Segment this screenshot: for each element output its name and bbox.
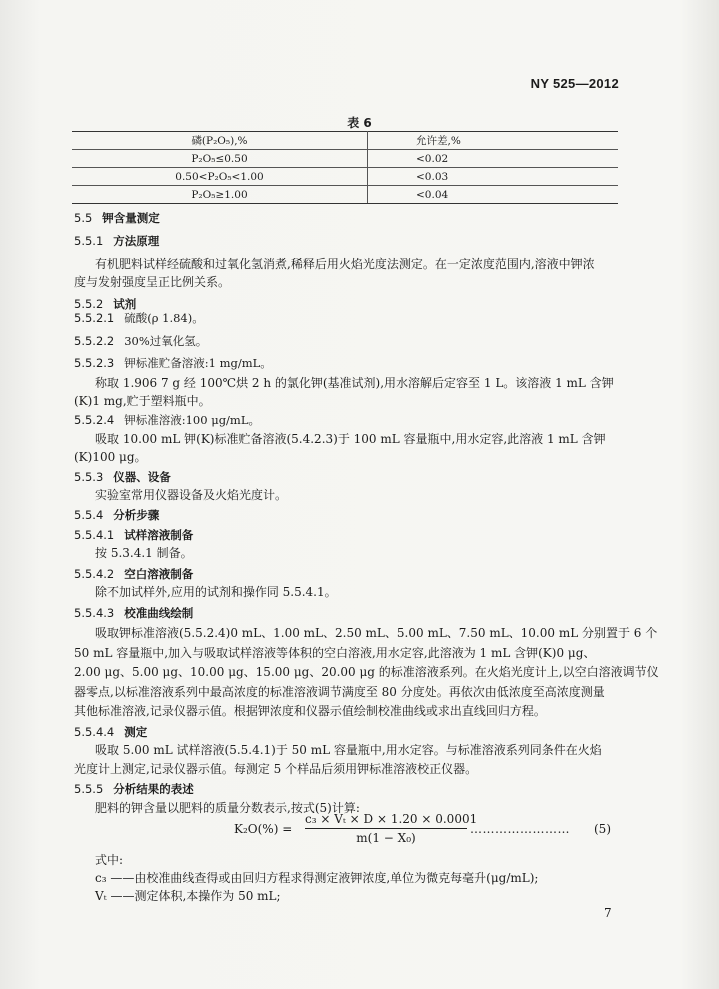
paragraph-line: (K)1 mg,贮于塑料瓶中。 [74, 394, 211, 408]
paragraph-line: 其他标准溶液,记录仪器示值。根据钾浓度和仪器示值绘制校准曲线或求出直线回归方程。 [74, 704, 546, 718]
section-heading: 5.5.2 试剂 [74, 297, 137, 311]
table-row [72, 186, 618, 204]
paragraph-line: 2.00 μg、5.00 μg、10.00 μg、15.00 μg、20.00 μg 的标准溶液系列。在火焰光度计上,以空白溶液调节仪 [74, 665, 659, 679]
section-heading: 5.5.3 仪器、设备 [74, 470, 171, 484]
paragraph-line: 吸取 10.00 mL 钾(K)标准贮备溶液(5.4.2.3)于 100 mL 容量瓶中,用水定容,此溶液 1 mL 含钾 [95, 432, 606, 446]
table-header-row [72, 132, 618, 150]
table-title: 表 6 [347, 116, 372, 130]
equation-number: (5) [594, 822, 611, 836]
table-header-phosphorus: 磷(P₂O₅),% [72, 132, 368, 150]
paragraph-line: 器零点,以标准溶液系列中最高浓度的标准溶液调节满度至 80 分度处。再依次由低浓度至高浓度测量 [74, 685, 605, 699]
where-label: 式中: [95, 853, 124, 867]
section-heading: 5.5.4 分析步骤 [74, 508, 160, 522]
table-cell-range: P₂O₅≤0.50 [72, 150, 368, 168]
paragraph-line: 有机肥料试样经硫酸和过氧化氢消煮,稀释后用火焰光度法测定。在一定浓度范围内,溶液中钾浓 [95, 257, 595, 271]
formula-fraction [305, 812, 478, 845]
paragraph-line: 除不加试样外,应用的试剂和操作同 5.5.4.1。 [95, 585, 337, 599]
paragraph-line: 吸取钾标准溶液(5.5.2.4)0 mL、1.00 mL、2.50 mL、5.00 mL、7.50 mL、10.00 mL 分别置于 6 个 [95, 626, 658, 640]
definition-line: Vₜ ——测定体积,本操作为 50 mL; [95, 889, 281, 903]
paragraph-line: 称取 1.906 7 g 经 100℃烘 2 h 的氯化钾(基准试剂),用水溶解后定容至 1 L。该溶液 1 mL 含钾 [95, 376, 614, 390]
table-cell-tolerance: <0.02 [368, 150, 619, 168]
paragraph-line: 肥料的钾含量以肥料的质量分数表示,按式(5)计算: [95, 801, 360, 815]
paragraph-line: 光度计上测定,记录仪器示值。每测定 5 个样品后须用钾标准溶液校正仪器。 [74, 762, 478, 776]
table-cell-tolerance: <0.04 [368, 186, 619, 204]
section-heading: 5.5 钾含量测定 [74, 211, 160, 225]
section-heading: 5.5.4.1 试样溶液制备 [74, 528, 194, 542]
paragraph-line: 实验室常用仪器设备及火焰光度计。 [95, 488, 288, 502]
definition-line: c₃ ——由校准曲线查得或由回归方程求得测定液钾浓度,单位为微克每毫升(μg/mL); [95, 871, 539, 885]
reagent-item: 5.5.2.2 30%过氧化氢。 [74, 334, 208, 348]
reagent-item: 5.5.2.4 钾标准溶液:100 μg/mL。 [74, 413, 260, 427]
paragraph-line: (K)100 μg。 [74, 450, 147, 464]
section-heading: 5.5.4.2 空白溶液制备 [74, 567, 194, 581]
standard-code: NY 525—2012 [530, 76, 619, 91]
section-heading: 5.5.4.3 校准曲线绘制 [74, 606, 194, 620]
table-row [72, 168, 618, 186]
section-heading: 5.5.1 方法原理 [74, 234, 160, 248]
paragraph-line: 度与发射强度呈正比例关系。 [74, 275, 231, 289]
table-cell-range: 0.50<P₂O₅<1.00 [72, 168, 368, 186]
section-heading: 5.5.4.4 测定 [74, 725, 148, 739]
table-cell-range: P₂O₅≥1.00 [72, 186, 368, 204]
table-6 [72, 131, 618, 204]
table-cell-tolerance: <0.03 [368, 168, 619, 186]
formula-denominator: m(1 − X₀) [356, 831, 416, 845]
formula-numerator: c₃ × Vₜ × D × 1.20 × 0.0001 [305, 812, 467, 829]
formula-5 [0, 810, 719, 850]
reagent-item: 5.5.2.3 钾标准贮备溶液:1 mg/mL。 [74, 356, 272, 370]
paragraph-line: 50 mL 容量瓶中,加入与吸取试样溶液等体积的空白溶液,用水定容,此溶液为 1 mL 含钾(K)0 μg、 [74, 646, 596, 660]
table-row [72, 150, 618, 168]
formula-leader: …………………… [470, 822, 570, 836]
formula-lhs: K₂O(%) = [234, 822, 293, 836]
section-heading: 5.5.5 分析结果的表述 [74, 782, 194, 796]
table-header-tolerance: 允许差,% [368, 132, 619, 150]
paragraph-line: 按 5.3.4.1 制备。 [95, 546, 193, 560]
paragraph-line: 吸取 5.00 mL 试样溶液(5.5.4.1)于 50 mL 容量瓶中,用水定容。与标准溶液系列同条件在火焰 [95, 743, 602, 757]
page-number: 7 [604, 906, 612, 920]
reagent-item: 5.5.2.1 硫酸(ρ 1.84)。 [74, 311, 204, 325]
